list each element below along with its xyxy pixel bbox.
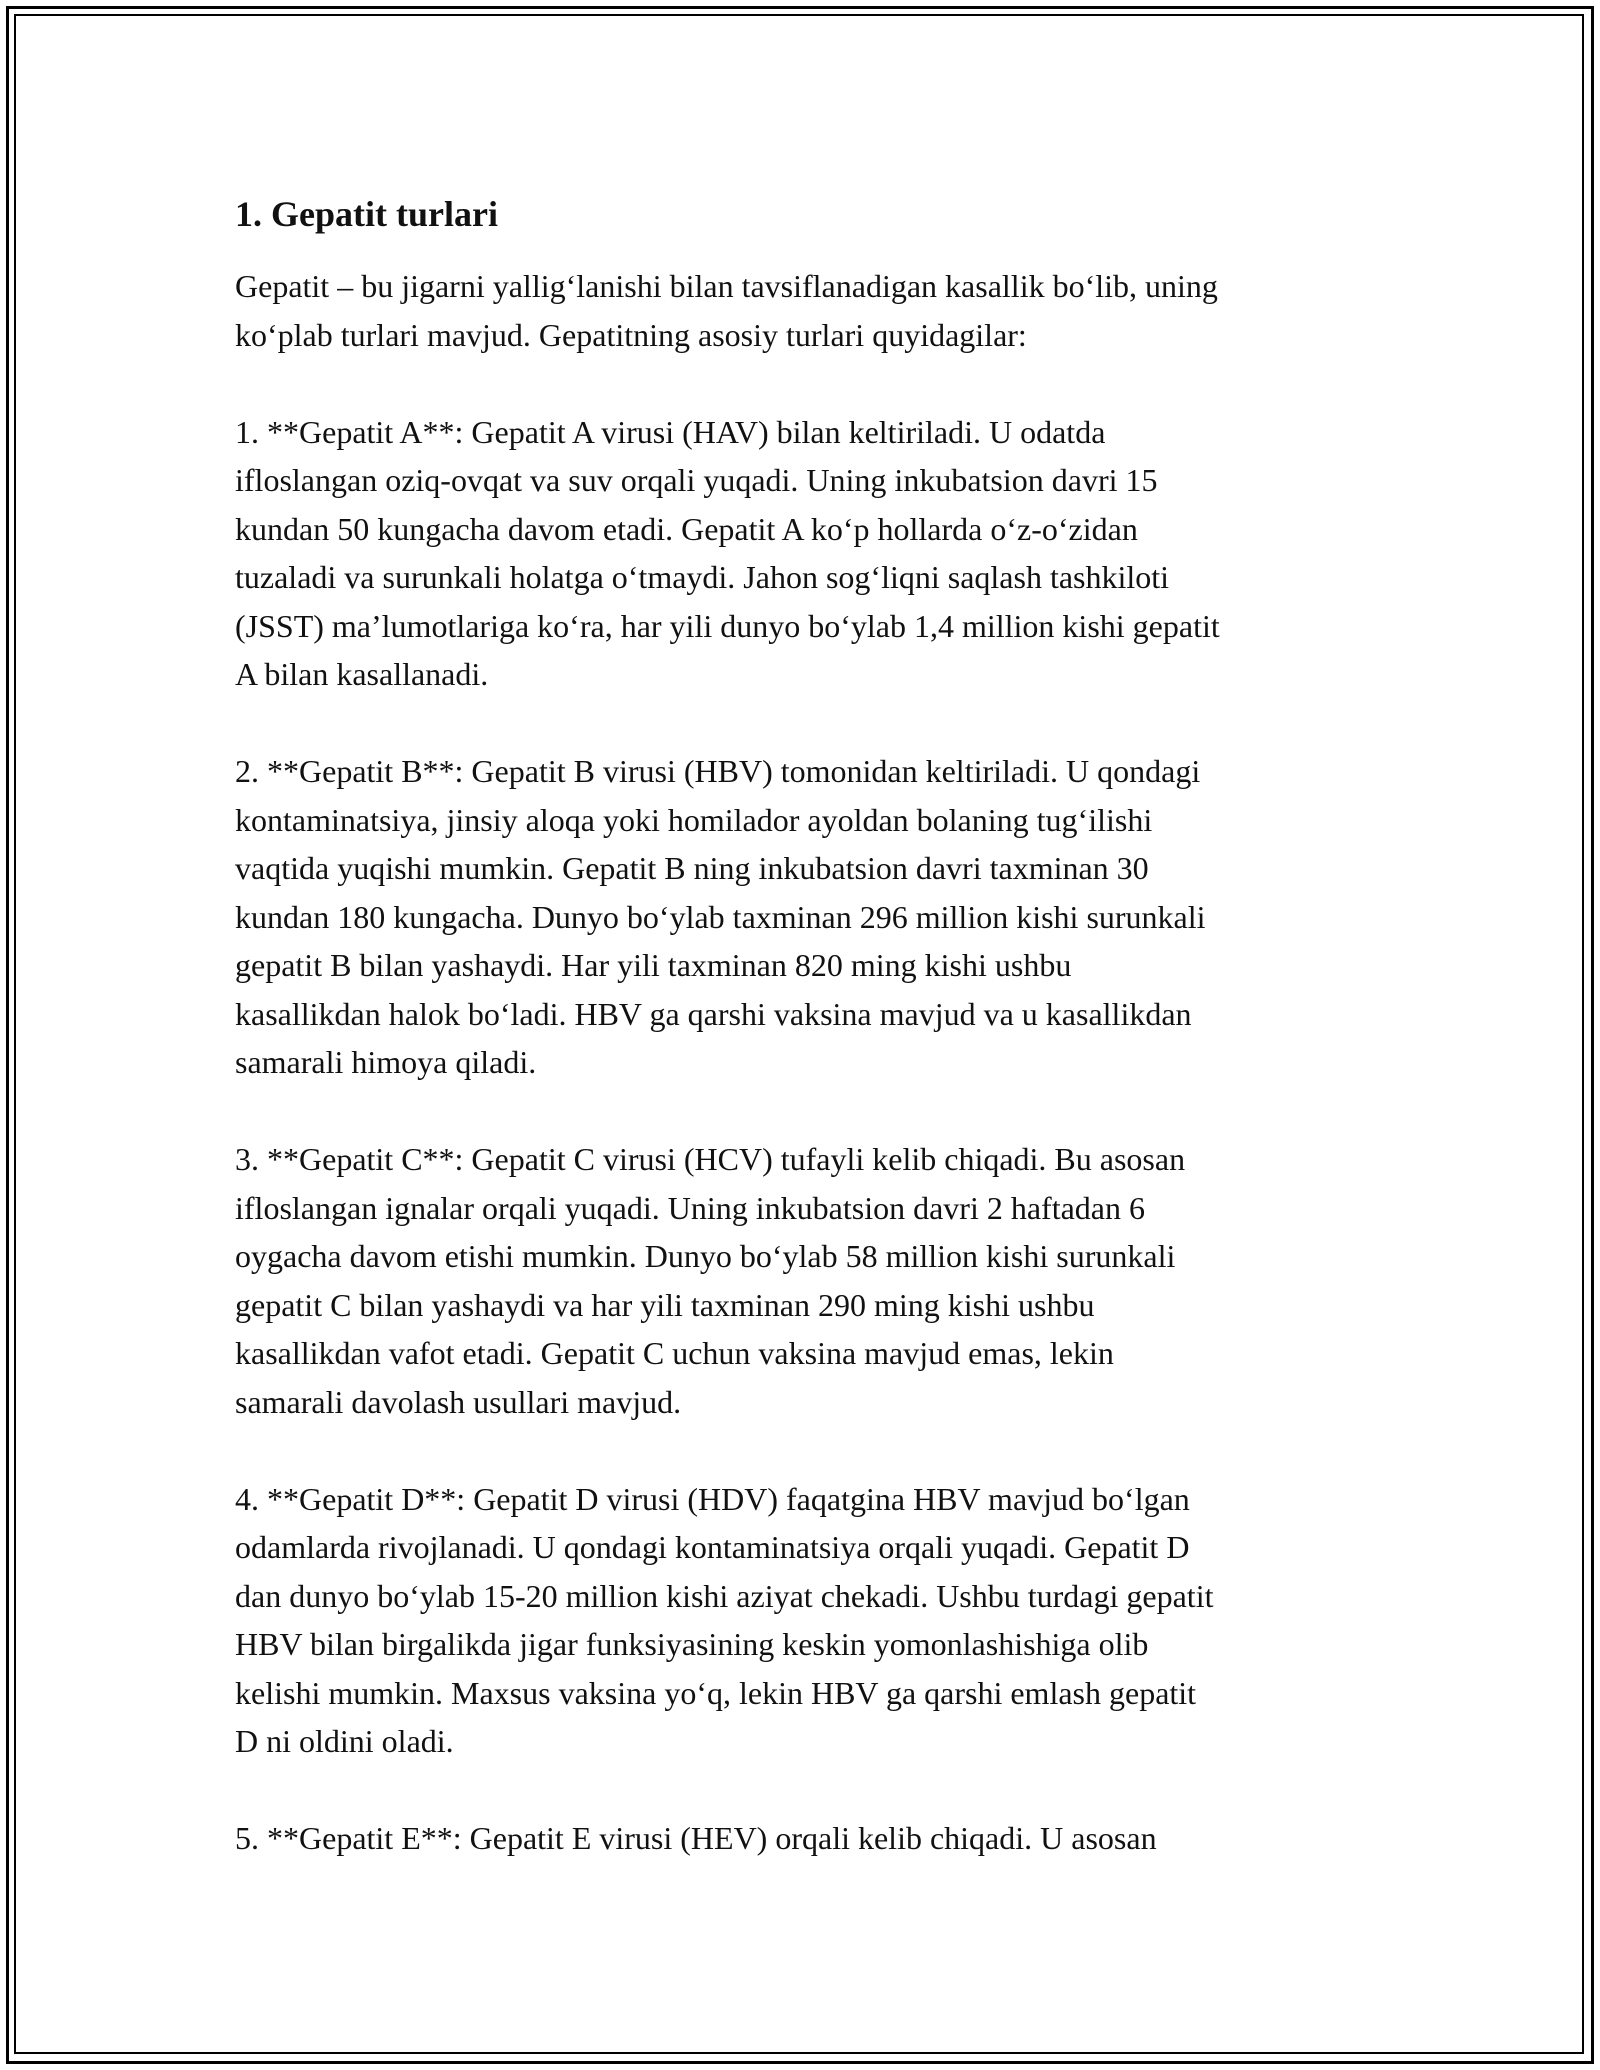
hepatitis-d-paragraph: 4. **Gepatit D**: Gepatit D virusi (HDV) faqatgina HBV mavjud bo‘lgan odamlarda rivojlanadi. U qondagi kontaminatsiya orqali yuqadi. Gepatit D dan dunyo bo‘ylab 15-20 million kishi aziyat chekadi. Ushbu turdagi gepatit HBV bilan birgalikda jigar funksiyasining keskin yomonlashishiga olib kelishi mumkin. Maxsus vaksina yo‘q, lekin HBV ga qarshi emlash gepatit D ni oldini oladi. — [235, 1480, 1214, 1759]
hepatitis-a-paragraph: 1. **Gepatit A**: Gepatit A virusi (HAV) bilan keltiriladi. U odatda ifloslangan oziq-ovqat va suv orqali yuqadi. Uning inkubatsion davri 15 kundan 50 kungacha davom etadi. Gepatit A ko‘p hollarda o‘z-o‘zidan tuzaladi va surunkali holatga o‘tmaydi. Jahon sog‘liqni saqlash tashkiloti (JSST) ma’lumotlariga ko‘ra, har yili dunyo bo‘ylab 1,4 million kishi gepatit A bilan kasallanadi. — [235, 413, 1220, 692]
section-heading: 1. Gepatit turlari — [235, 194, 498, 234]
hepatitis-c-paragraph: 3. **Gepatit C**: Gepatit C virusi (HCV) tufayli kelib chiqadi. Bu asosan ifloslangan ignalar orqali yuqadi. Uning inkubatsion davri 2 haftadan 6 oygacha davom etishi mumkin. Dunyo bo‘ylab 58 million kishi surunkali gepatit C bilan yashaydi va har yili taxminan 290 ming kishi ushbu kasallikdan vafot etadi. Gepatit C uchun vaksina mavjud emas, lekin samarali davolash usullari mavjud. — [235, 1141, 1186, 1420]
hepatitis-b-paragraph: 2. **Gepatit B**: Gepatit B virusi (HBV) tomonidan keltiriladi. U qondagi kontaminatsiya, jinsiy aloqa yoki homilador ayoldan bolaning tug‘ilishi vaqtida yuqishi mumkin. Gepatit B ning inkubatsion davri taxminan 30 kundan 180 kungacha. Dunyo bo‘ylab taxminan 296 million kishi surunkali gepatit B bilan yashaydi. Har yili taxminan 820 ming kishi ushbu kasallikdan halok bo‘ladi. HBV ga qarshi vaksina mavjud va u kasallikdan samarali himoya qiladi. — [235, 753, 1206, 1080]
document-body — [235, 188, 1375, 1911]
hepatitis-e-paragraph: 5. **Gepatit E**: Gepatit E virusi (HEV) orqali kelib chiqadi. U asosan — [235, 1820, 1157, 1856]
intro-paragraph: Gepatit – bu jigarni yallig‘lanishi bilan tavsiflanadigan kasallik bo‘lib, uning ko‘plab turlari mavjud. Gepatitning asosiy turlari quyidagilar: — [235, 268, 1218, 353]
